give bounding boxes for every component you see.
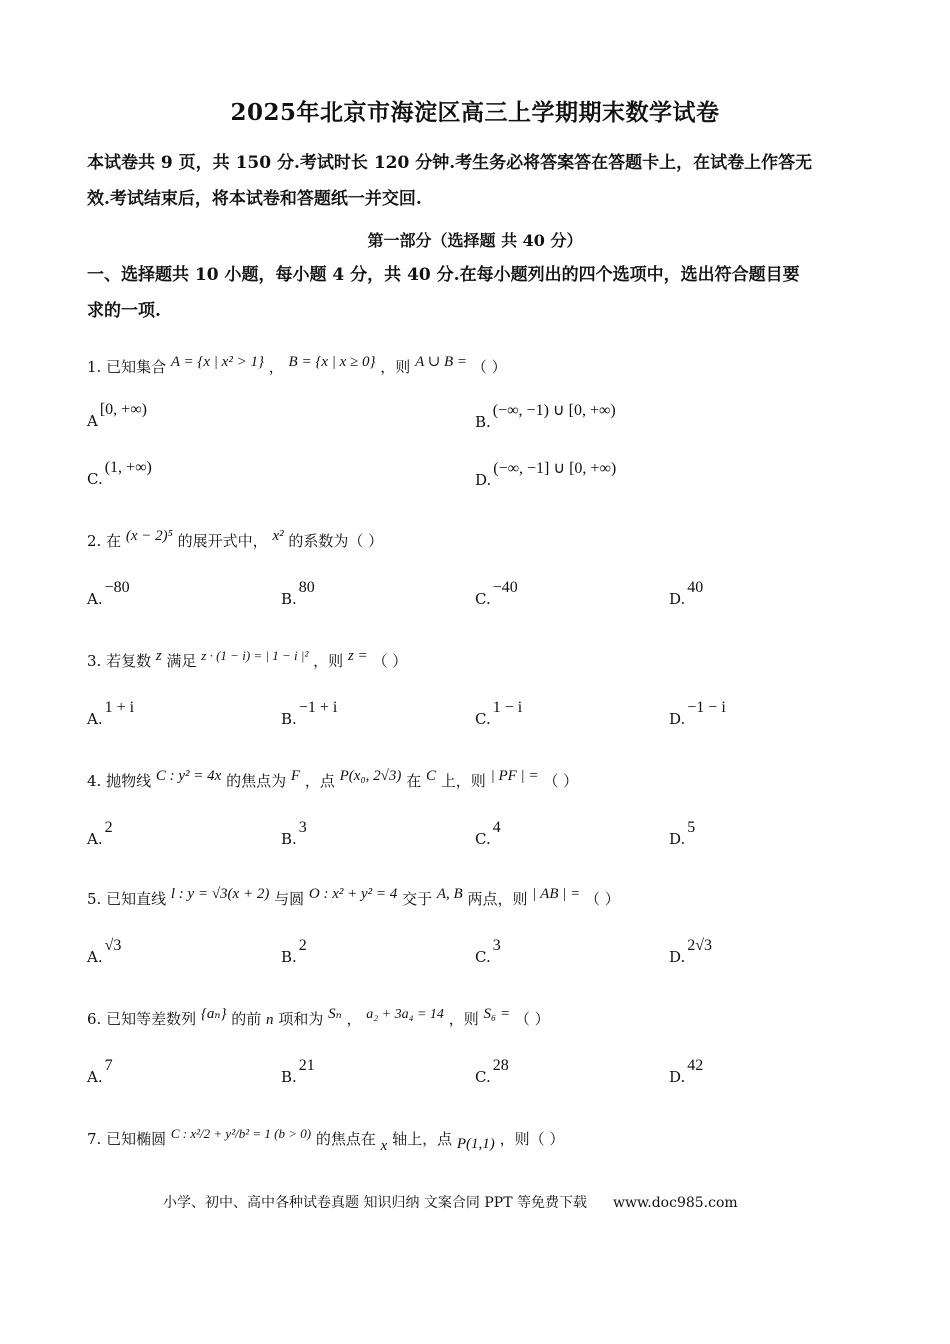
q1-option-b-label: B. [475,413,491,431]
q4-option-b-label: B. [281,830,297,848]
q5-option-b-label: B. [281,948,297,966]
q4-mid-2: ，点 [304,772,335,790]
q6-option-c-value: 28 [492,1057,509,1074]
q1-option-c [87,459,152,488]
q4-curve: C : y² = 4x [155,768,222,784]
q2-option-d-label: D. [669,590,686,608]
q5-option-c-value: 3 [492,937,501,954]
q6-option-a-label: A. [87,1068,103,1086]
q3-prefix: 3. 若复数 [87,652,152,670]
question-3 [87,650,407,671]
q7-axis: x [380,1138,388,1154]
section-heading-line-1: 一、选择题共 10 小题，每小题 4 分，共 40 分.在每小题列出的四个选项中，选出符合题目要 [87,265,800,285]
q4-mid-3: 在 [406,772,422,790]
q5-line: l : y = √3(x + 2) [170,886,270,902]
part-heading: 第一部分（选择题 共 40 分） [367,231,583,250]
q6-condition: a₂ + 3a₄ = 14 [366,1007,444,1022]
question-4 [87,770,578,791]
q1-set-a: A = {x | x² > 1} [170,354,264,370]
q6-sum: Sₙ [328,1006,342,1022]
q5-mid-3: 两点，则 [467,890,528,908]
q7-prefix: 7. 已知椭圆 [87,1130,167,1148]
q2-option-d-value: 40 [687,579,704,596]
q6-mid: 的前 [231,1010,262,1028]
question-6 [87,1008,550,1029]
q6-option-c-label: C. [475,1068,491,1086]
q2-option-b-label: B. [281,590,297,608]
q2-option-d [669,579,704,608]
q1-option-b [475,402,616,431]
q5-mid-2: 交于 [402,890,433,908]
q2-prefix: 2. 在 [87,532,122,550]
q2-option-a-label: A. [87,590,103,608]
q5-option-a-value: √3 [104,937,122,954]
q4-option-c-label: C. [475,830,491,848]
q5-mid: 与圆 [274,890,305,908]
footer-url[interactable]: www.doc985.com [612,1195,738,1211]
q4-mid: 的焦点为 [226,772,287,790]
q4-mid-4: 上，则 [440,772,486,790]
q3-mid-2: ，则 [313,652,344,670]
q4-option-d [669,819,696,848]
q5-points: A, B [436,886,463,902]
q3-paren: （ ） [372,652,408,670]
q4-option-b-value: 3 [298,819,307,836]
q6-option-c [475,1057,509,1086]
q6-option-d-value: 42 [687,1057,704,1074]
q4-option-a [87,819,113,848]
q6-option-b-value: 21 [298,1057,315,1074]
q6-comma: ， [346,1010,362,1028]
footer-text: 小学、初中、高中各种试卷真题 知识归纳 文案合同 PPT 等免费下载 [163,1195,587,1211]
q4-option-a-value: 2 [104,819,113,836]
q3-option-a-label: A. [87,710,103,728]
q6-mid-3: ，则 [448,1010,479,1028]
q3-option-c-label: C. [475,710,491,728]
q2-option-c [475,579,518,608]
q5-option-c-label: C. [475,948,491,966]
q3-var: z [155,648,162,664]
q4-focus: F [290,768,301,784]
q3-option-a [87,699,135,728]
q6-option-b-label: B. [281,1068,297,1086]
q1-paren: （ ） [471,358,507,376]
q7-mid-2: 轴上，点 [392,1130,453,1148]
q7-suffix: ，则（ ） [499,1130,565,1148]
q5-circle: O : x² + y² = 4 [308,886,398,902]
q5-option-b [281,937,307,966]
question-1 [87,356,507,377]
q7-point: P(1,1) [456,1136,495,1152]
q6-expr: S₆ = [483,1006,511,1022]
q1-option-d-label: D. [475,471,492,489]
q4-option-a-label: A. [87,830,103,848]
q6-sequence: {aₙ} [200,1006,227,1022]
q3-option-a-value: 1 + i [104,699,135,716]
q5-option-a-label: A. [87,948,103,966]
q6-paren: （ ） [514,1010,550,1028]
q3-option-d-label: D. [669,710,686,728]
q6-n: n [266,1012,274,1028]
q1-option-c-value: (1, +∞) [104,459,152,476]
q5-option-b-value: 2 [298,937,307,954]
q2-expr: (x − 2)⁵ [125,528,173,544]
q4-prefix: 4. 抛物线 [87,772,152,790]
q4-option-d-label: D. [669,830,686,848]
page-footer [163,1192,738,1212]
q3-option-b [281,699,338,728]
q1-option-d-value: (−∞, −1] ∪ [0, +∞) [493,460,617,477]
q5-option-d-label: D. [669,948,686,966]
q4-curve-c: C [425,768,436,784]
q1-prefix: 1. 已知集合 [87,358,167,376]
q1-option-b-value: (−∞, −1) ∪ [0, +∞) [492,402,616,419]
q6-option-d [669,1057,704,1086]
q1-option-a-value: [0, +∞) [99,401,147,418]
q2-option-b-value: 80 [298,579,315,596]
q1-option-d [475,460,617,489]
q6-option-b [281,1057,315,1086]
q5-option-c [475,937,501,966]
q4-option-c-value: 4 [492,819,501,836]
q5-expr: | AB | = [532,886,581,902]
q3-option-c [475,699,523,728]
q2-term: x² [272,528,284,544]
q1-option-a [87,401,147,430]
q6-option-d-label: D. [669,1068,686,1086]
q3-option-b-label: B. [281,710,297,728]
q2-option-c-value: −40 [492,579,518,596]
q3-option-d-value: −1 − i [687,699,726,716]
q2-option-a [87,579,130,608]
q4-paren: （ ） [543,772,579,790]
q6-prefix: 6. 已知等差数列 [87,1010,197,1028]
q1-set-b: B = {x | x ≥ 0} [288,354,376,370]
q4-option-c [475,819,501,848]
q3-option-c-value: 1 − i [492,699,523,716]
q7-ellipse: C : x²/2 + y²/b² = 1 (b > 0) [170,1126,312,1141]
page-title: 2025年北京市海淀区高三上学期期末数学试卷 [230,99,720,126]
q5-option-d-value: 2√3 [687,937,713,954]
q4-point: P(x₀, 2√3) [339,768,402,784]
q2-suffix: 的系数为（ ） [288,532,384,550]
q3-option-d [669,699,726,728]
q1-mid: ，则 [380,358,411,376]
q5-paren: （ ） [585,890,620,908]
q6-option-a-value: 7 [104,1057,113,1074]
q6-option-a [87,1057,113,1086]
q1-comma: ， [268,358,284,376]
q1-expr: A ∪ B = [415,354,468,370]
q4-option-d-value: 5 [687,819,696,836]
q2-option-c-label: C. [475,590,491,608]
q4-expr: | PF | = [490,768,539,784]
intro-line-2: 效.考试结束后，将本试卷和答题纸一并交回. [87,189,422,209]
q3-expr: z = [347,648,368,664]
q3-condition: z · (1 − i) = | 1 − i |² [201,648,309,663]
q1-option-c-label: C. [87,470,103,488]
q2-mid: 的展开式中， [177,532,268,550]
question-2 [87,530,383,551]
intro-line-1: 本试卷共 9 页，共 150 分.考试时长 120 分钟.考生务必将答案答在答题卡上，在试卷上作答无 [87,153,813,173]
q4-option-b [281,819,307,848]
q2-option-a-value: −80 [104,579,130,596]
q5-option-d [669,937,713,966]
question-7 [87,1126,565,1154]
q7-mid: 的焦点在 [315,1130,376,1148]
question-5 [87,888,620,909]
q3-option-b-value: −1 + i [298,699,338,716]
q3-mid: 满足 [166,652,197,670]
q5-option-a [87,937,122,966]
q2-option-b [281,579,315,608]
section-heading-line-2: 求的一项. [87,301,161,321]
q5-prefix: 5. 已知直线 [87,890,167,908]
q1-option-a-label: A [87,412,98,430]
q6-mid-2: 项和为 [278,1010,324,1028]
